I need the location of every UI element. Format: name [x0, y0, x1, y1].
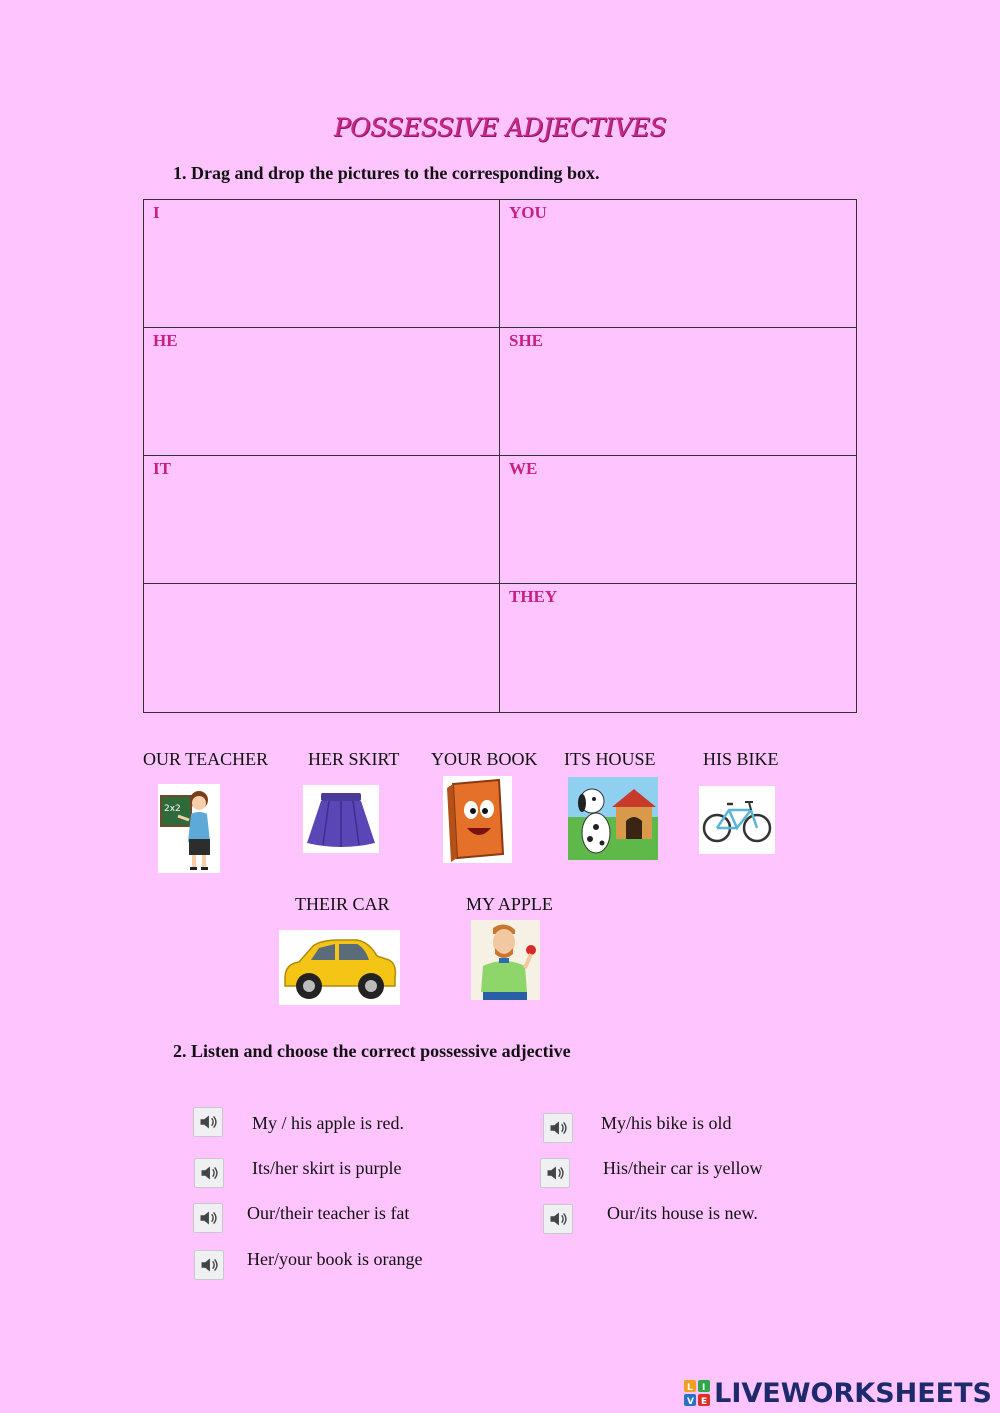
svg-text:L: L	[687, 1383, 693, 1393]
speaker-icon	[544, 1205, 572, 1233]
bike-icon	[699, 786, 775, 854]
dog-house-picture[interactable]	[568, 777, 658, 860]
drop-box-you[interactable]	[500, 200, 856, 328]
svg-text:2x2: 2x2	[164, 804, 181, 814]
picture-label-her-skirt: HER SKIRT	[308, 749, 400, 769]
drop-box-label: SHE	[509, 331, 544, 350]
svg-text:V: V	[687, 1397, 695, 1406]
teacher-picture[interactable]	[158, 784, 220, 873]
teacher-icon	[158, 784, 220, 873]
drop-grid	[143, 199, 857, 713]
speaker-icon	[544, 1114, 572, 1142]
play-audio-button[interactable]	[543, 1204, 573, 1234]
man-apple-picture[interactable]	[471, 920, 540, 1000]
bike-picture[interactable]	[699, 786, 775, 854]
drop-box-we[interactable]	[500, 456, 856, 584]
play-audio-button[interactable]	[194, 1158, 224, 1188]
sentence-4[interactable]: His/their car is yellow	[603, 1158, 763, 1178]
speaker-icon	[194, 1108, 222, 1136]
play-audio-button[interactable]	[540, 1158, 570, 1188]
drop-box-label: WE	[509, 459, 538, 478]
svg-text:I: I	[702, 1383, 706, 1393]
picture-label-his-bike: HIS BIKE	[703, 749, 779, 769]
speaker-icon	[541, 1159, 569, 1187]
drop-box-label: IT	[153, 459, 171, 478]
play-audio-button[interactable]	[193, 1203, 223, 1233]
book-picture[interactable]	[443, 776, 512, 863]
drop-box-they[interactable]	[500, 584, 856, 712]
speaker-icon	[194, 1204, 222, 1232]
sentence-6[interactable]: Our/its house is new.	[607, 1203, 758, 1223]
play-audio-button[interactable]	[543, 1113, 573, 1143]
picture-label-our-teacher: OUR TEACHER	[143, 749, 269, 769]
drop-box-he[interactable]	[144, 328, 500, 456]
exercise-1-instruction: 1. Drag and drop the pictures to the corresponding box.	[173, 163, 600, 183]
drop-box-label: HE	[153, 331, 178, 350]
page-title: POSSESSIVE ADJECTIVES	[333, 113, 667, 142]
svg-text:E: E	[701, 1397, 708, 1406]
skirt-picture[interactable]	[303, 785, 379, 853]
drop-box-empty[interactable]	[144, 584, 500, 712]
dog-house-icon	[568, 777, 658, 860]
sentence-1[interactable]: My / his apple is red.	[252, 1113, 404, 1133]
speaker-icon	[195, 1159, 223, 1187]
picture-label-my-apple: MY APPLE	[466, 894, 553, 914]
speaker-icon	[195, 1251, 223, 1279]
drop-box-it[interactable]	[144, 456, 500, 584]
sentence-7[interactable]: Her/your book is orange	[247, 1249, 423, 1269]
sentence-3[interactable]: Its/her skirt is purple	[252, 1158, 402, 1178]
book-icon	[443, 776, 512, 863]
play-audio-button[interactable]	[194, 1250, 224, 1280]
exercise-2-instruction: 2. Listen and choose the correct possessive adjective	[173, 1041, 571, 1061]
picture-label-its-house: ITS HOUSE	[564, 749, 656, 769]
drop-box-she[interactable]	[500, 328, 856, 456]
picture-label-your-book: YOUR BOOK	[431, 749, 538, 769]
drop-box-label: THEY	[509, 587, 558, 606]
brand-name: LIVEWORKSHEETS	[714, 1377, 992, 1409]
play-audio-button[interactable]	[193, 1107, 223, 1137]
sentence-5[interactable]: Our/their teacher is fat	[247, 1203, 410, 1223]
skirt-icon	[303, 785, 379, 853]
drop-box-label: YOU	[509, 203, 547, 222]
sentence-2[interactable]: My/his bike is old	[601, 1113, 732, 1133]
drop-box-label: I	[153, 203, 160, 222]
liveworksheets-logo-icon	[684, 1380, 710, 1406]
picture-label-their-car: THEIR CAR	[295, 894, 390, 914]
man-apple-icon	[471, 920, 540, 1000]
liveworksheets-logo	[684, 1376, 992, 1410]
car-icon	[279, 930, 400, 1005]
car-picture[interactable]	[279, 930, 400, 1005]
drop-box-i[interactable]	[144, 200, 500, 328]
